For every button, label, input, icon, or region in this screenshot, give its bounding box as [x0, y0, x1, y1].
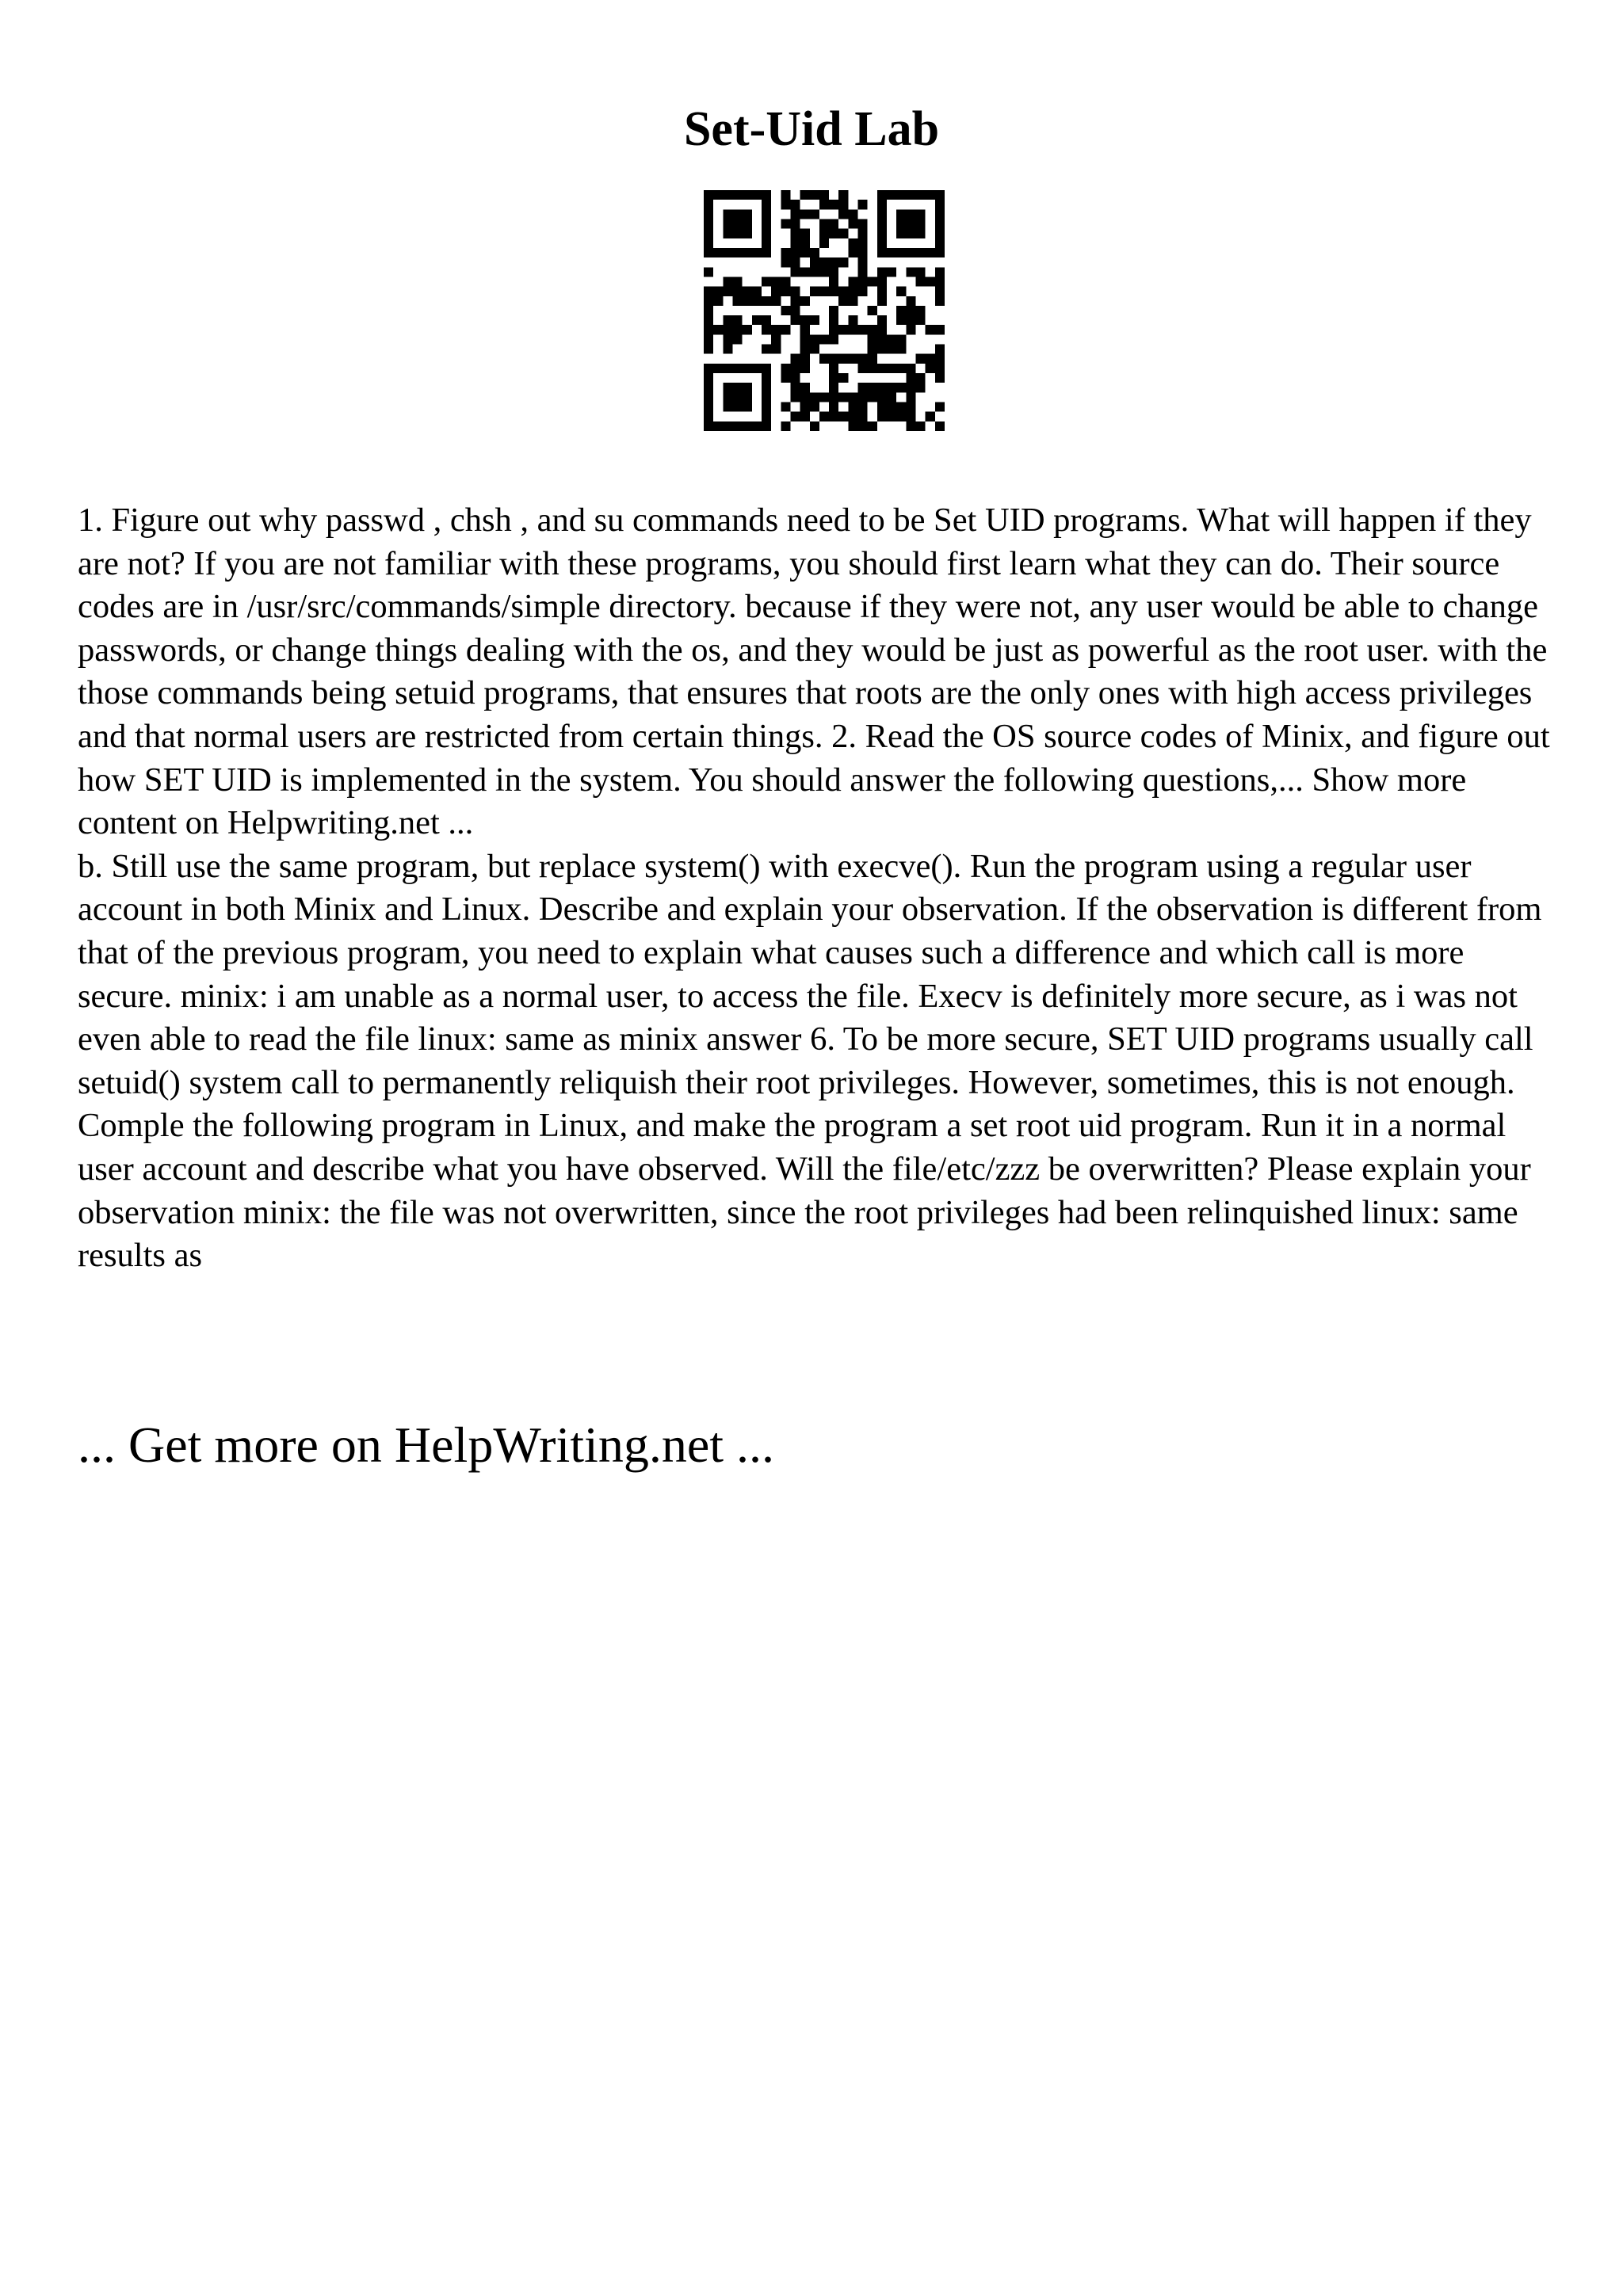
paragraph-2: b. Still use the same program, but replace system() with execve(). Run the program using a regular user account in both Minix and Linux. Describe and explain your observation. If the observation is different from that of the previous program, you need to explain what causes such a difference and which call is more secure. minix: i am unable as a normal user, to access the file. Execv is definitely more secure, as i was not even able to read the file linux: same as minix answer 6. To be more secure, SET UID programs usually call setuid() system call to permanently reliquish their root privileges. However, sometimes, this is not enough. Comple the following program in Linux, and make the program a set root uid program. Run it in a normal user account and describe what you have observed. Will the file/etc/zzz be overwritten? Please explain your observation minix: the file was not overwritten, since the root privileges had been relinquished linux: same results as	[78, 847, 1542, 1275]
page-title: Set-Uid Lab	[683, 102, 940, 156]
document-body	[78, 499, 1552, 1278]
paragraph-1: 1. Figure out why passwd , chsh , and su commands need to be Set UID programs. What will happen if they are not? If you are not familiar with these programs, you should first learn what they can do. Their source codes are in /usr/src/commands/simple directory. because if they were not, any user would be able to change passwords, or change things dealing with the os, and they would be just as powerful as the root user. with the those commands being setuid programs, that ensures that roots are the only ones with high access privileges and that normal users are restricted from certain things. 2. Read the OS source codes of Minix, and figure out how SET UID is implemented in the system. You should answer the following questions,... Show more content on Helpwriting.net ...	[78, 502, 1550, 842]
qr-code-icon	[704, 190, 945, 431]
get-more-link[interactable]: ... Get more on HelpWriting.net ...	[78, 1417, 774, 1473]
